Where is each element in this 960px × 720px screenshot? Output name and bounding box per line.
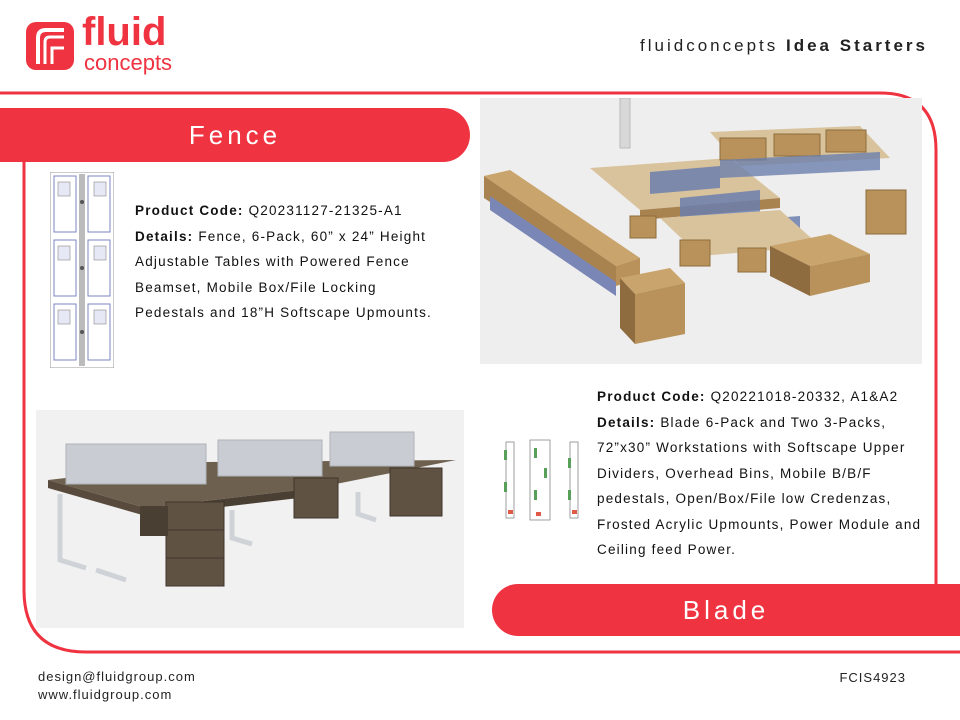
- fence-details-text: Fence, 6-Pack, 60” x 24” Height Adjustable Tables with Powered Fence Beamset, Mobile Box/File Locking Pedestals and 18”H Softscape Upmounts.: [135, 228, 432, 320]
- fence-banner: [0, 108, 470, 162]
- fence-product-code-label: Product Code:: [135, 203, 244, 218]
- fence-product-code: Q20231127-21325-A1: [248, 203, 403, 218]
- title-emphasis: Idea Starters: [786, 36, 928, 55]
- brand-logo: [24, 10, 194, 78]
- title-prefix: fluidconcepts: [640, 36, 779, 55]
- blade-floor-plan: [500, 438, 590, 522]
- footer-email-link[interactable]: design@fluidgroup.com: [38, 669, 196, 684]
- blade-description: [597, 384, 927, 563]
- fence-workstation-render: [480, 98, 922, 364]
- logo-word-fluid: fluid: [82, 10, 167, 54]
- footer-contact: [38, 668, 196, 704]
- fence-floor-plan: [50, 172, 114, 368]
- blade-banner: [492, 584, 960, 636]
- document-code: FCIS4923: [839, 670, 906, 685]
- blade-product-code: Q20221018-20332, A1&A2: [710, 389, 899, 404]
- footer-website-link[interactable]: www.fluidgroup.com: [38, 687, 173, 702]
- logo-word-concepts: concepts: [84, 50, 173, 75]
- fence-description: [135, 198, 435, 326]
- blade-product-code-label: Product Code:: [597, 389, 706, 404]
- fence-banner-label: Fence: [188, 119, 282, 150]
- blade-details-text: Blade 6-Pack and Two 3-Packs, 72”x30” Workstations with Softscape Upper Dividers, Overhead Bins, Mobile B/B/F pedestals, Open/Box/File low Credenzas, Frosted Acrylic Upmounts, Power Module and Ceiling feed Power.: [597, 414, 922, 557]
- blade-banner-label: Blade: [682, 594, 770, 625]
- fluid-logo-icon: [24, 20, 76, 72]
- blade-workstation-render: [36, 410, 464, 628]
- blade-details-label: Details:: [597, 414, 656, 430]
- page-title: [640, 36, 928, 56]
- fence-details-label: Details:: [135, 228, 194, 244]
